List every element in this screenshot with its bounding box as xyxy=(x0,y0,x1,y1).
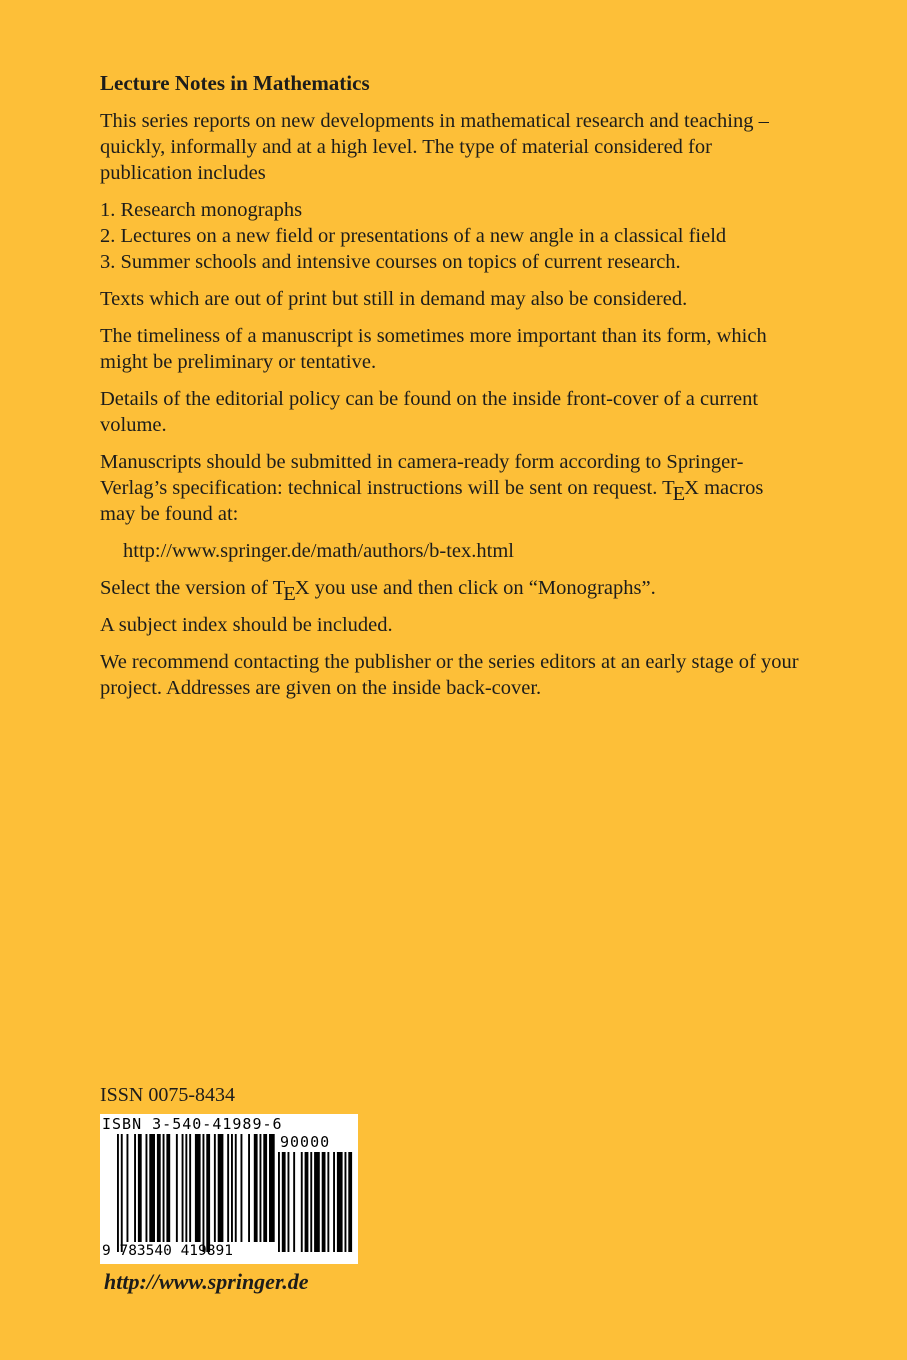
select-version-text-end: you use and then click on “Monographs”. xyxy=(309,577,656,599)
out-of-print-paragraph: Texts which are out of print but still in demand may also be considered. xyxy=(100,288,688,310)
barcode-addon-bar xyxy=(314,1152,320,1252)
barcode-bar xyxy=(185,1134,187,1242)
barcode-bar xyxy=(227,1134,229,1242)
barcode-bar xyxy=(149,1134,155,1242)
barcode-addon-bar xyxy=(282,1152,286,1252)
manuscripts-paragraph xyxy=(100,449,800,527)
list-item: 1. Research monographs xyxy=(100,199,303,221)
barcode-isbn-text: ISBN 3-540-41989-6 xyxy=(102,1115,283,1133)
timeliness-paragraph: The timeliness of a manuscript is sometimes more important than its form, which might be preliminary or tentative. xyxy=(100,325,767,373)
manuscripts-text: Manuscripts should be submitted in camera-ready form according to Springer-Verlag’s specification: technical instructions will be sent on request. xyxy=(100,451,744,499)
barcode-addon-bar xyxy=(337,1152,343,1252)
barcode-addon-bar xyxy=(305,1152,309,1252)
editorial-policy-paragraph: Details of the editorial policy can be found on the inside front-cover of a current volume. xyxy=(100,388,759,436)
barcode-bar xyxy=(189,1134,191,1242)
tex-logo xyxy=(272,577,310,605)
list-item: 3. Summer schools and intensive courses on topics of current research. xyxy=(100,251,681,273)
issn-label: ISSN 0075-8434 xyxy=(100,1084,236,1106)
barcode-bar xyxy=(195,1134,201,1242)
select-version-paragraph xyxy=(100,575,800,605)
barcode-bar xyxy=(254,1134,258,1242)
manuscripts-text-end: macros may be found at: xyxy=(100,477,764,525)
barcode-bar xyxy=(176,1134,178,1242)
barcode-addon-bar xyxy=(345,1152,347,1252)
cover-text-block xyxy=(100,70,800,712)
barcode-addon-bar xyxy=(348,1152,352,1252)
barcode-bar xyxy=(206,1134,210,1252)
barcode-bar xyxy=(157,1134,161,1242)
barcode-bar xyxy=(260,1134,262,1242)
barcode-bar xyxy=(263,1134,267,1242)
barcode-addon-bar xyxy=(327,1152,329,1252)
barcode-bar xyxy=(146,1134,148,1242)
barcode-addon-bar xyxy=(293,1152,295,1252)
list-item: 2. Lectures on a new field or presentations of a new angle in a classical field xyxy=(100,225,727,247)
barcode-bar xyxy=(182,1134,184,1242)
barcode-addon-text: 90000 xyxy=(280,1133,331,1151)
intro-paragraph: This series reports on new developments in mathematical research and teaching – quickly, informally and at a high level. The type of material considered for publication includes xyxy=(100,110,769,184)
tex-logo-t: T xyxy=(662,477,675,499)
barcode-bar xyxy=(134,1134,136,1242)
series-title: Lecture Notes in Mathematics xyxy=(100,71,370,95)
isbn-barcode xyxy=(100,1114,358,1264)
barcode-bar xyxy=(214,1134,216,1242)
tex-macros-url: http://www.springer.de/math/authors/b-tex.html xyxy=(123,540,514,562)
barcode-addon-bar xyxy=(322,1152,326,1252)
publication-types-list xyxy=(100,197,800,275)
barcode-bar xyxy=(166,1134,170,1242)
barcode-bar xyxy=(231,1134,233,1242)
barcode-bar xyxy=(235,1134,237,1242)
subject-index-paragraph: A subject index should be included. xyxy=(100,614,393,636)
barcode-bar xyxy=(121,1134,123,1252)
barcode-bar xyxy=(127,1134,129,1242)
tex-logo xyxy=(662,477,699,505)
tex-logo-x: X xyxy=(684,477,699,499)
tex-logo-e: E xyxy=(283,583,296,605)
barcode-digits: 9 783540 419891 xyxy=(102,1243,233,1259)
barcode-bar xyxy=(241,1134,243,1242)
barcode-addon-bar xyxy=(301,1152,303,1252)
barcode-bar xyxy=(269,1134,275,1242)
barcode-bar xyxy=(138,1134,142,1242)
select-version-text: Select the version of xyxy=(100,577,273,599)
publisher-url: http://www.springer.de xyxy=(104,1269,309,1294)
tex-logo-t: T xyxy=(272,577,286,599)
barcode-bar xyxy=(117,1134,119,1252)
barcode-addon-bar xyxy=(278,1152,280,1252)
barcode-bar xyxy=(218,1134,224,1242)
barcode-bar xyxy=(163,1134,165,1242)
tex-logo-e: E xyxy=(672,483,686,505)
tex-logo-x: X xyxy=(294,577,310,599)
barcode-bar xyxy=(248,1134,250,1242)
barcode-addon-bar xyxy=(288,1152,290,1252)
barcode-addon-bar xyxy=(310,1152,312,1252)
recommend-paragraph: We recommend contacting the publisher or the series editors at an early stage of your project. Addresses are given on the inside back-cover. xyxy=(100,651,799,699)
barcode-addon-bar xyxy=(333,1152,335,1252)
barcode-bar xyxy=(203,1134,205,1252)
